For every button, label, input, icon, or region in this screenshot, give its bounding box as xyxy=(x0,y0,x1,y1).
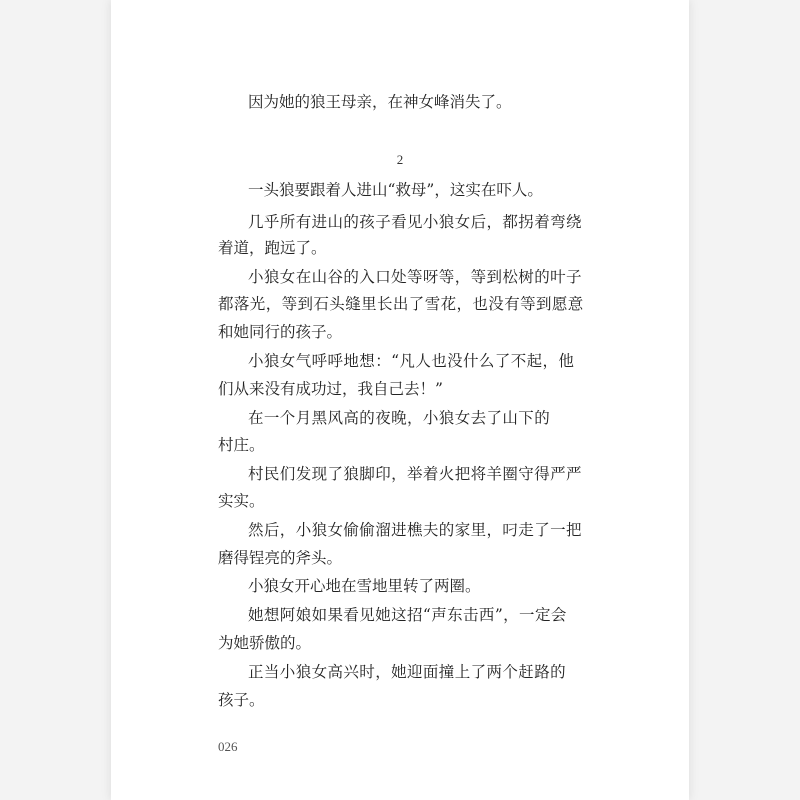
section-number: 2 xyxy=(396,152,404,167)
text-line-16: 小狼女开心地在雪地里转了两圈。 xyxy=(248,577,481,595)
text-line-2: 一头狼要跟着人进山“救母”，这实在吓人。 xyxy=(248,181,543,199)
text-line-10: 在一个月黑风高的夜晚，小狼女去了山下的 xyxy=(248,409,551,427)
page-number: 026 xyxy=(218,739,238,754)
text-line-4: 着道，跑远了。 xyxy=(218,239,327,257)
text-line-1: 因为她的狼王母亲，在神女峰消失了。 xyxy=(248,93,512,111)
text-line-20: 孩子。 xyxy=(218,691,265,709)
text-line-12: 村民们发现了狼脚印，举着火把将羊圈守得严严 xyxy=(248,465,582,483)
text-line-19: 正当小狼女高兴时，她迎面撞上了两个赶路的 xyxy=(248,663,567,681)
text-line-11: 村庄。 xyxy=(218,436,265,454)
text-line-9: 们从来没有成功过，我自己去！” xyxy=(218,380,443,398)
text-line-6: 都落光，等到石头缝里长出了雪花，也没有等到愿意 xyxy=(218,295,584,313)
text-line-7: 和她同行的孩子。 xyxy=(218,323,343,341)
text-line-13: 实实。 xyxy=(218,492,265,510)
text-line-8: 小狼女气呼呼地想：“凡人也没什么了不起，他 xyxy=(248,352,575,370)
text-line-3: 几乎所有进山的孩子看见小狼女后，都拐着弯绕 xyxy=(248,213,582,231)
text-line-15: 磨得锃亮的斧头。 xyxy=(218,549,343,567)
text-line-5: 小狼女在山谷的入口处等呀等，等到松树的叶子 xyxy=(248,268,582,286)
text-line-18: 为她骄傲的。 xyxy=(218,634,312,652)
text-line-17: 她想阿娘如果看见她这招“声东击西”，一定会 xyxy=(248,606,567,624)
text-line-14: 然后，小狼女偷偷溜进樵夫的家里，叼走了一把 xyxy=(248,521,582,539)
